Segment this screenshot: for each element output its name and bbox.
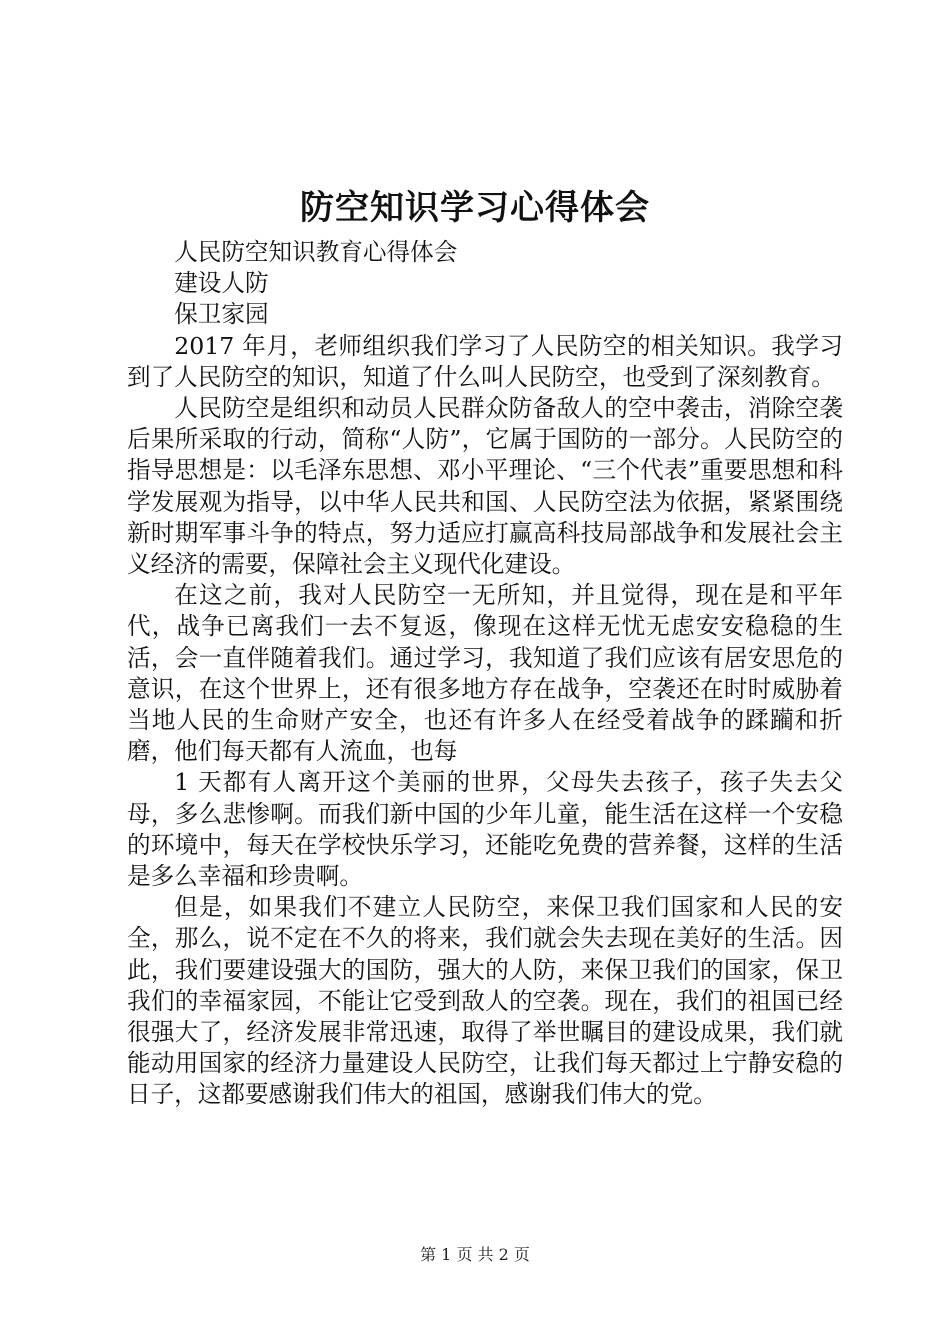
paragraph-comparison: 1 天都有人离开这个美丽的世界，父母失去孩子，孩子失去父母，多么悲惨啊。而我们新中国的少年儿童，能生活在这样一个安稳的环境中，每天在学校快乐学习，还能吃免费的营养餐，这样的生活是多么幸福和珍贵啊。: [127, 768, 843, 891]
paragraph-slogan-1: 建设人防: [174, 269, 269, 298]
paragraph-subtitle: 人民防空知识教育心得体会: [174, 238, 458, 266]
document-title: 防空知识学习心得体会: [300, 188, 650, 228]
paragraph-intro: 2017 年月，老师组织我们学习了人民防空的相关知识。我学习到了人民防空的知识，知道了什么叫人民防空，也受到了深刻教育。: [127, 331, 843, 391]
paragraph-definition: 人民防空是组织和动员人民群众防备敌人的空中袭击，消除空袭后果所采取的行动，简称“人防”，它属于国防的一部分。人民防空的指导思想是：以毛泽东思想、邓小平理论、“三个代表”重要思想和科学发展观为指导，以中华人民共和国、人民防空法为依据，紧紧围绕新时期军事斗争的特点，努力适应打赢高科技局部战争和发展社会主义经济的需要，保障社会主义现代化建设。: [127, 394, 843, 579]
page-footer: 第 1 页 共 2 页: [420, 1245, 530, 1264]
document-body: [127, 237, 843, 1111]
paragraph-conclusion: 但是，如果我们不建立人民防空，来保卫我们国家和人民的安全，那么，说不定在不久的将来，我们就会失去现在美好的生活。因此，我们要建设强大的国防，强大的人防，来保卫我们的国家，保卫我们的幸福家园，不能让它受到敌人的空袭。现在，我们的祖国已经很强大了，经济发展非常迅速，取得了举世瞩目的建设成果，我们就能动用国家的经济力量建设人民防空，让我们每天都过上宁静安稳的日子，这都要感谢我们伟大的祖国，感谢我们伟大的党。: [127, 893, 843, 1109]
paragraph-reflection: 在这之前，我对人民防空一无所知，并且觉得，现在是和平年代，战争已离我们一去不复返，像现在这样无忧无虑安安稳稳的生活，会一直伴随着我们。通过学习，我知道了我们应该有居安思危的意识，在这个世界上，还有很多地方存在战争，空袭还在时时威胁着当地人民的生命财产安全，也还有许多人在经受着战争的蹂躏和折磨，他们每天都有人流血，也每: [127, 581, 843, 766]
paragraph-slogan-2: 保卫家园: [174, 300, 269, 329]
